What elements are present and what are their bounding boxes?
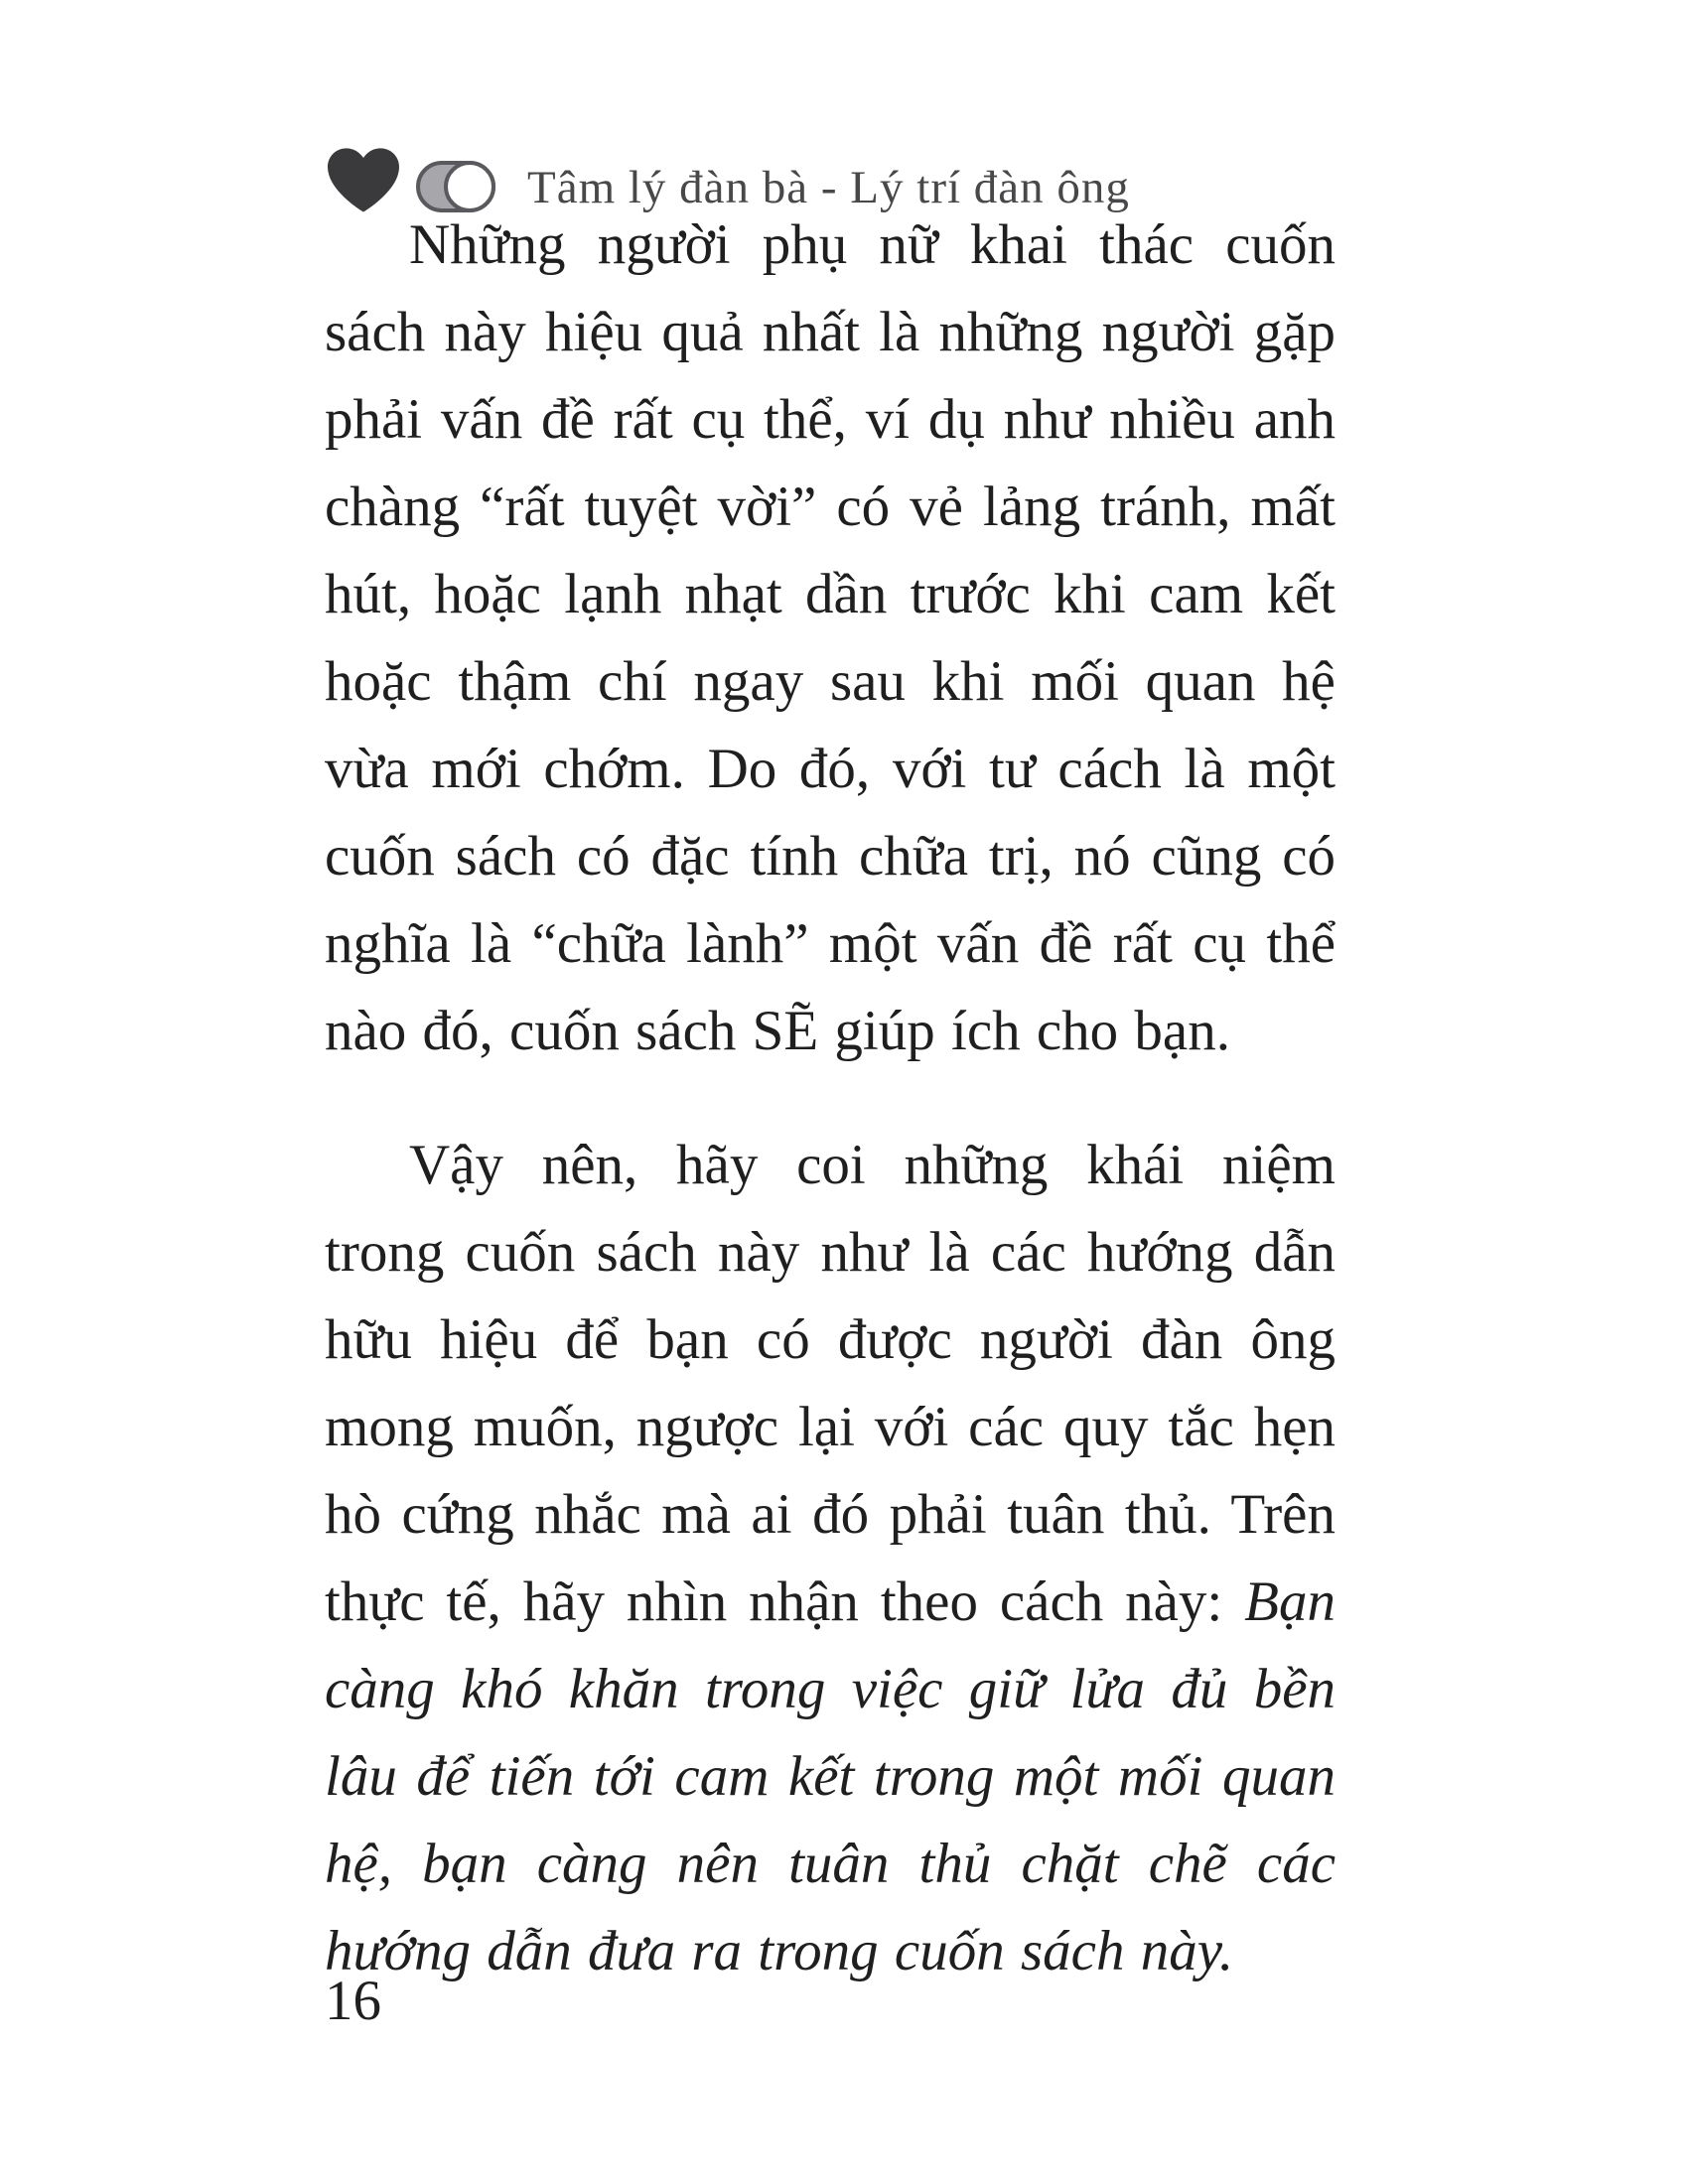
page-number: 16 [325,1970,381,2032]
paragraph-2-normal-text: Vậy nên, hãy coi những khái niệm trong cuốn sách này như là các hướng dẫn hữu hiệu để bạn có được người đàn ông mong muốn, ngược lại với các quy tắc hẹn hò cứng nhắc mà ai đó phải tuân thủ. Trên thực tế, hãy nhìn nhận theo cách này: [325,1134,1336,1633]
paragraph-1-text: Những người phụ nữ khai thác cuốn sách này hiệu quả nhất là những người gặp phải vấn đề rất cụ thể, ví dụ như nhiều anh chàng “rất tuyệt vời” có vẻ lảng tránh, mất hút, hoặc lạnh nhạt dần trước khi cam kết hoặc thậm chí ngay sau khi mối quan hệ vừa mới chớm. Do đó, với tư cách là một cuốn sách có đặc tính chữa trị, nó cũng có nghĩa là “chữa lành” một vấn đề rất cụ thể nào đó, cuốn sách SẼ giúp ích cho bạn. [325,213,1336,1062]
paragraph-2-italic-text: Bạn càng khó khăn trong việc giữ lửa đủ bền lâu để tiến tới cam kết trong một mối quan hệ, bạn càng nên tuân thủ chặt chẽ các hướng dẫn đưa ra trong cuốn sách này. [325,1570,1336,1982]
paragraph-1 [325,202,1336,1075]
running-title: Tâm lý đàn bà - Lý trí đàn ông [527,162,1130,213]
page-body [325,202,1336,1995]
paragraph-2 [325,1122,1336,1995]
